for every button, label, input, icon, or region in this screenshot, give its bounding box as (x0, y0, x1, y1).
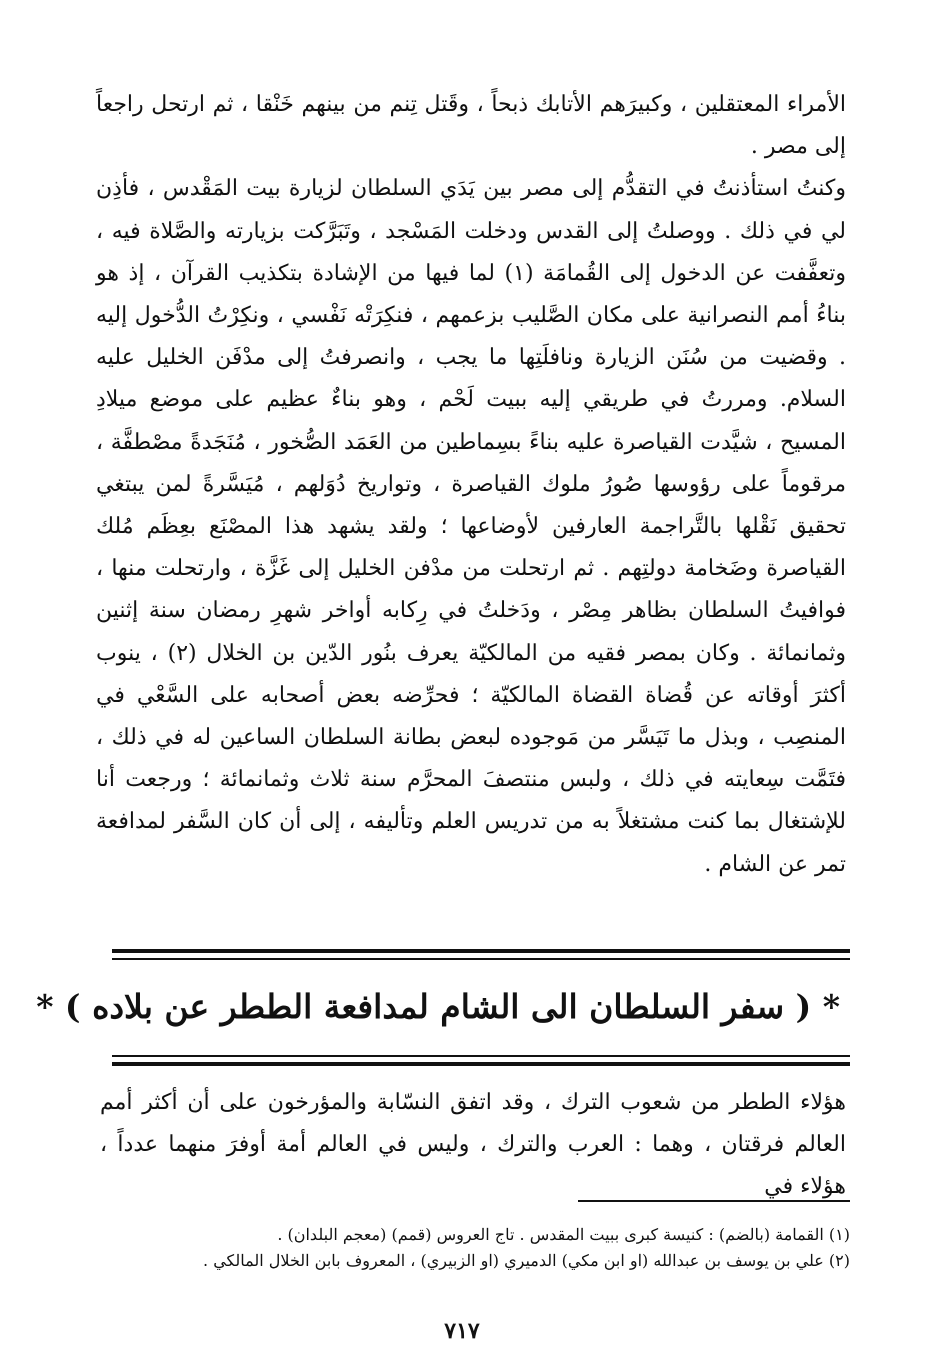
divider-thick-line (112, 1062, 850, 1066)
heading-open-mark: * ( (795, 987, 840, 1026)
section-paragraph: هؤلاء الططر من شعوب الترك ، وقد اتفق النسّابة والمؤرخون على أن أكثر أمم العالم فرقتان ، وهما : العرب والترك ، وليس في العالم أمة أوفرَ منهما عدداً ، هؤلاء في (100, 1090, 846, 1199)
footnotes (130, 1222, 850, 1274)
section-body-text (100, 1082, 846, 1208)
heading-title: سفر السلطان الى الشام لمدافعة الططر عن بلاده (92, 987, 785, 1026)
main-body-text (96, 84, 846, 886)
page-number: ٧١٧ (444, 1318, 480, 1344)
section-heading (36, 982, 840, 1032)
body-paragraph-1: الأمراء المعتقلين ، وكبيرَهم الأتابك ذبحاً ، وقَتل تِنم من بينهم خَنْقا ، ثم ارتحل راجعاً إلى مصر . (96, 92, 846, 160)
footnote-2: (٢) علي بن يوسف بن عبدالله (او ابن مكي) الدميري (او الزبيري) ، المعروف بابن الخلال المالكي . (203, 1251, 850, 1270)
divider-thick-line (112, 949, 850, 953)
section-divider-bottom (112, 1055, 850, 1066)
divider-thin-line (112, 958, 850, 960)
footnote-1: (١) القمامة (بالضم) : كنيسة كبرى ببيت المقدس . تاج العروس (قمم) (معجم البلدان) . (277, 1225, 850, 1244)
heading-close-mark: ) * (36, 987, 81, 1026)
footnote-separator (578, 1200, 850, 1202)
body-paragraph-2: وكنتُ استأذنتُ في التقدُّم إلى مصر بين يَدَي السلطان لزيارة بيت المَقْدس ، فأذِن لي في ذلك . ووصلتُ إلى القدس ودخلت المَسْجد ، وتَبَرَّكت بزيارته والصَّلاة فيه ، وتعفَّفت عن الدخول إلى القُمامَة (١) لما فيها من الإشادة بتكذيب القرآن ، إذ هو بناءُ أمم النصرانية على مكان الصَّليب بزعمهم ، فنكِرَتْه نَفْسي ، ونكِرْتُ الدُّخول إليه . وقضيت من سُنَن الزيارة ونافلَتِها ما يجب ، وانصرفتُ إلى مدْفَن الخليل عليه السلام. ومررتُ في طريقي إليه ببيت لَحْم ، وهو بناءٌ عظيم على موضع ميلادِ المسيح ، شيَّدت القياصرة عليه بناءً بسِماطين من العَمَد الصُّخور ، مُنَجَدةً مصْطفَّة ، مرقوماً على رؤوسها صُورُ ملوك القياصرة ، وتواريخ دُوَلهم ، مُيَسَّرةً لمن يبتغي تحقيق نَقْلها بالتَّراجمة العارفين لأوضاعها ؛ ولقد يشهد هذا المصْنَع بعِظَم مُلك القياصرة وضَخامة دولتِهم . ثم ارتحلت من مدْفن الخليل إلى غَزَّة ، وارتحلت منها ، فوافيتُ السلطان بظاهر مِصْر ، ودَخلتُ في رِكابه أواخر شهرِ رمضان سنة إثنين وثمانمائة . وكان بمصر فقيه من المالكيّة يعرف بنُور الدّين بن الخلال (٢) ، ينوب أكثرَ أوقاته عن قُضاة القضاة المالكيّة ؛ فحرِّضه بعض أصحابه على السَّعْي في المنصِب ، وبذل ما تَيَسَّر من مَوجوده لبعض بطانة السلطان الساعين له في ذلك ، فتَمَّت سِعايته في ذلك ، ولبس منتصفَ المحرَّم سنة ثلاث وثمانمائة ؛ ورجعت أنا للإشتغال بما كنت مشتغلاً به من تدريس العلم وتأليفه ، إلى أن كان السَّفر لمدافعة تمر عن الشام . (96, 176, 847, 877)
section-divider-top (112, 949, 850, 960)
divider-thin-line (112, 1055, 850, 1057)
